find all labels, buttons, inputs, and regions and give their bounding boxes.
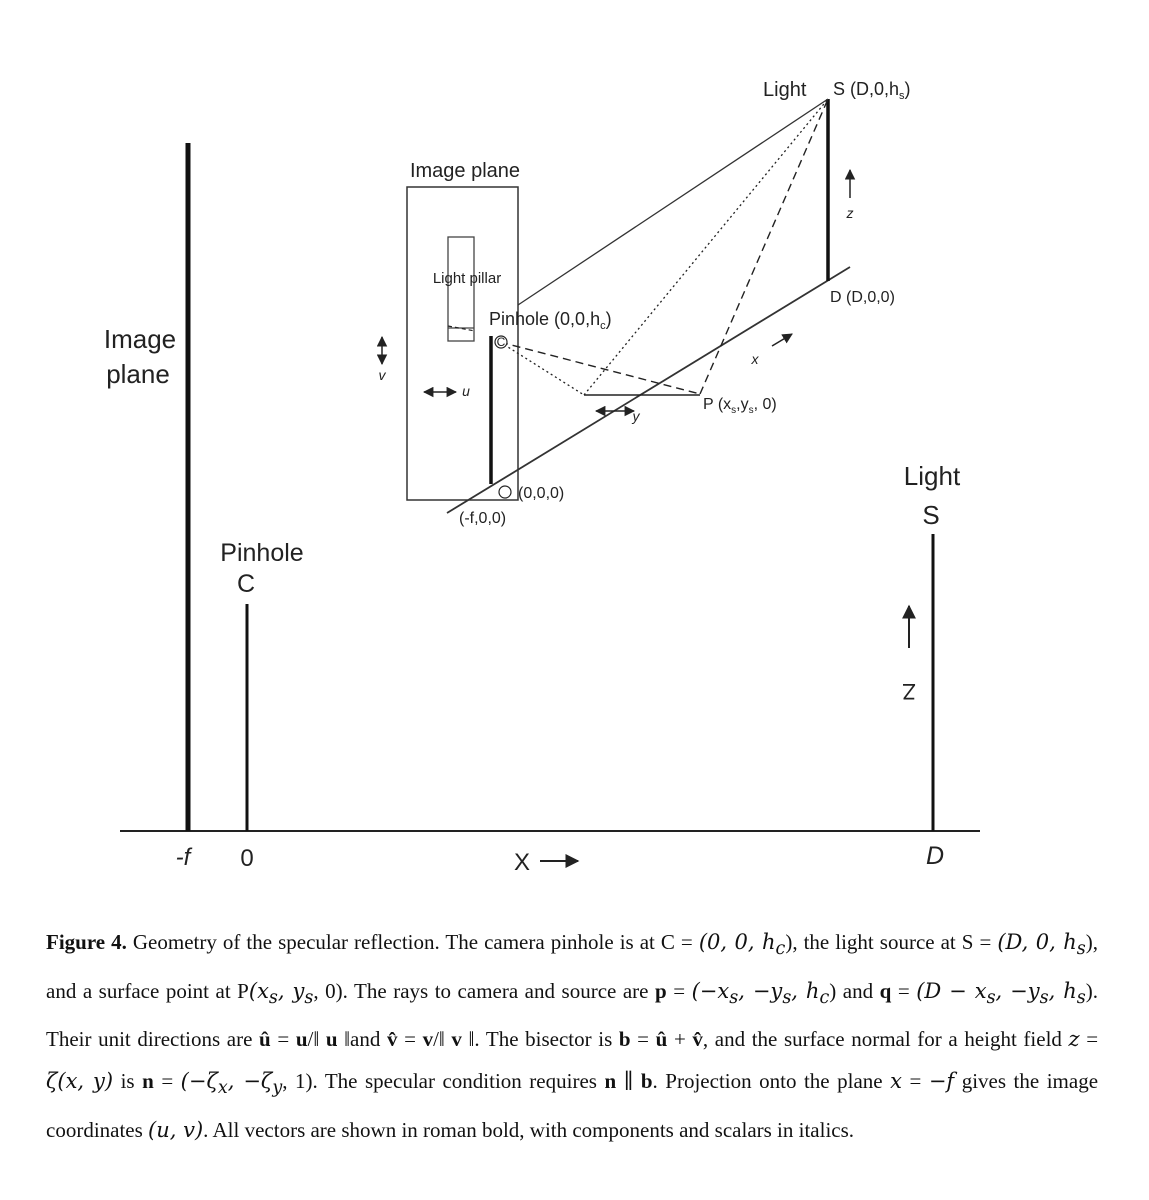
figure-caption: Figure 4. Geometry of the specular reflection. The camera pinhole is at C = (0, 0, $h_c$), the light source at S = (D, 0, $h_s$), and a surface point at $P(x_s$, $y_s$, 0). The rays to camera and source are $p = (-x_s$, $-y_s$, $h_c$) and $q = (D - x_s$, $-y_s$, $h_s$). Their unit directions are û = u/‖ u ‖and v̂ = v/‖ v ‖. The bisector is b = û + v̂, and the surface normal for a height field z = ζ(x, y) is $n = (-\zeta_x$, $-\zeta_y$, 1). The specular condition requires n ∥ b. Projection onto the plane x = −f gives the image coordinates (u, v). All vectors are shown in roman bold, with components and scalars in italics. [46,930,1099,1142]
inset-image-plane-label: Image plane [409,160,521,182]
inset-light-pillar-label: Light pillar [432,270,502,287]
inset-top-line [518,99,828,305]
inset-x-label: x [751,351,759,367]
inset-v-label: v [378,367,386,383]
image-plane-label: Image [103,324,177,354]
z-axis-label: Z [902,679,916,704]
inset-ground-line [447,267,850,513]
inset-x-arrow [772,334,792,346]
inset-light-label: Light [763,79,807,101]
ray-c-to-p2-dotted [500,342,584,395]
pinhole-c-label: C [236,570,256,598]
inset-p-label: P ($x_s,y_s$, 0) [703,396,777,416]
inset-neg-f-label: (-f,0,0) [459,510,507,527]
x-axis-label: X [513,849,531,876]
ray-p2-to-s-dotted [584,99,828,395]
image-plane-label-2: plane [106,359,170,389]
inset-origin-o-marker [499,486,511,498]
inset-y-label: y [632,408,640,424]
light-label: Light [903,461,961,491]
light-s-label: S [922,500,940,530]
inset-c-label: C [496,335,506,349]
figure-number: Figure 4. [46,930,127,954]
inset-z-label: z [846,205,854,221]
inset-d-label: D (D,0,0) [830,289,895,306]
inset-light-pillar-rect [448,237,474,341]
inset-pinhole-label: Pinhole $(0,0,h_c)$ [489,309,612,332]
neg-f-tick-label: -f [175,844,191,871]
d-tick-label: D [925,842,945,870]
inset-u-label: u [462,383,470,399]
inset-s-label: S $(D,0,h_s)$ [833,79,911,102]
zero-tick-label: 0 [240,845,254,872]
ray-p-to-s-dashed [700,99,828,394]
pinhole-label: Pinhole [220,539,304,567]
ray-c-to-p-dashed [500,342,700,394]
inset-origin-label: (0,0,0) [518,485,565,502]
